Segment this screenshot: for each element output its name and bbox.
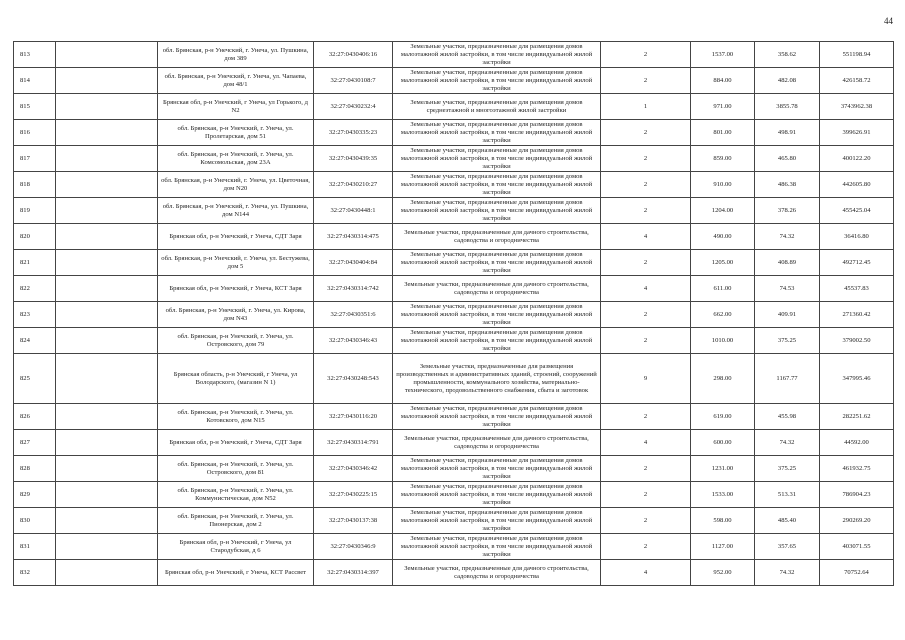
row-number-cell: 819 [14, 198, 56, 224]
land-use-cell: Земельные участки, предназначенные для размещения домов малоэтажной жилой застройки, в том числе индивидуальной жилой застройки [393, 508, 601, 534]
table-row [14, 224, 894, 250]
area-cell: 1127.00 [691, 534, 755, 560]
specific-value-cell: 378.26 [755, 198, 820, 224]
specific-value-cell: 486.38 [755, 172, 820, 198]
empty-cell [56, 42, 158, 68]
empty-cell [56, 508, 158, 534]
cadastral-value-cell: 271360.42 [820, 302, 894, 328]
cadastral-value-cell: 45537.83 [820, 276, 894, 302]
row-number-cell: 828 [14, 456, 56, 482]
land-use-cell: Земельные участки, предназначенные для размещения домов малоэтажной жилой застройки, в том числе индивидуальной жилой застройки [393, 302, 601, 328]
cadastral-value-cell: 455425.04 [820, 198, 894, 224]
cadastral-number-cell: 32:27:0430406:16 [314, 42, 393, 68]
empty-cell [56, 354, 158, 404]
area-cell: 611.00 [691, 276, 755, 302]
land-use-cell: Земельные участки, предназначенные для дачного строительства, садоводства и огородничества [393, 430, 601, 456]
empty-cell [56, 560, 158, 586]
land-use-cell: Земельные участки, предназначенные для размещения домов малоэтажной жилой застройки, в том числе индивидуальной жилой застройки [393, 534, 601, 560]
cadastral-value-cell: 290269.20 [820, 508, 894, 534]
address-cell: обл. Брянская, р-н Унечский, г. Унеча, ул. Бестужева, дом 5 [158, 250, 314, 276]
address-cell: обл. Брянская, р-н Унечский, г. Унеча, ул. Цветочная, дом N20 [158, 172, 314, 198]
row-number-cell: 817 [14, 146, 56, 172]
use-group-cell: 1 [601, 94, 691, 120]
land-use-cell: Земельные участки, предназначенные для размещения домов среднеэтажной и многоэтажной жилой застройки [393, 94, 601, 120]
specific-value-cell: 358.62 [755, 42, 820, 68]
row-number-cell: 813 [14, 42, 56, 68]
use-group-cell: 2 [601, 42, 691, 68]
table-row [14, 534, 894, 560]
cadastral-value-cell: 44592.00 [820, 430, 894, 456]
empty-cell [56, 94, 158, 120]
use-group-cell: 2 [601, 172, 691, 198]
address-cell: обл. Брянская, р-н Унечский, г. Унеча, ул. Пионерская, дом 2 [158, 508, 314, 534]
table-body [14, 42, 894, 586]
land-use-cell: Земельные участки, предназначенные для размещения домов малоэтажной жилой застройки, в том числе индивидуальной жилой застройки [393, 404, 601, 430]
cadastral-number-cell: 32:27:0430351:6 [314, 302, 393, 328]
use-group-cell: 2 [601, 534, 691, 560]
page-number: 44 [884, 16, 893, 26]
use-group-cell: 2 [601, 250, 691, 276]
use-group-cell: 2 [601, 198, 691, 224]
cadastral-number-cell: 32:27:0430335:23 [314, 120, 393, 146]
empty-cell [56, 250, 158, 276]
land-use-cell: Земельные участки, предназначенные для дачного строительства, садоводства и огородничества [393, 276, 601, 302]
row-number-cell: 818 [14, 172, 56, 198]
specific-value-cell: 74.32 [755, 430, 820, 456]
area-cell: 859.00 [691, 146, 755, 172]
specific-value-cell: 375.25 [755, 328, 820, 354]
land-use-cell: Земельные участки, предназначенные для размещения домов малоэтажной жилой застройки, в том числе индивидуальной жилой застройки [393, 120, 601, 146]
table-row [14, 172, 894, 198]
area-cell: 1204.00 [691, 198, 755, 224]
area-cell: 1537.00 [691, 42, 755, 68]
land-use-cell: Земельные участки, предназначенные для размещения домов малоэтажной жилой застройки, в том числе индивидуальной жилой застройки [393, 250, 601, 276]
area-cell: 1010.00 [691, 328, 755, 354]
cadastral-number-cell: 32:27:0430314:742 [314, 276, 393, 302]
area-cell: 971.00 [691, 94, 755, 120]
row-number-cell: 814 [14, 68, 56, 94]
row-number-cell: 823 [14, 302, 56, 328]
table-row [14, 120, 894, 146]
land-use-cell: Земельные участки, предназначенные для размещения домов малоэтажной жилой застройки, в том числе индивидуальной жилой застройки [393, 456, 601, 482]
empty-cell [56, 430, 158, 456]
address-cell: обл. Брянская, р-н Унечский, г. Унеча, ул. Чапаева, дом 48/1 [158, 68, 314, 94]
cadastral-number-cell: 32:27:0430248:543 [314, 354, 393, 404]
specific-value-cell: 513.31 [755, 482, 820, 508]
cadastral-value-cell: 786904.23 [820, 482, 894, 508]
table-row [14, 560, 894, 586]
use-group-cell: 2 [601, 120, 691, 146]
cadastral-number-cell: 32:27:0430346:42 [314, 456, 393, 482]
cadastral-value-cell: 400122.20 [820, 146, 894, 172]
cadastral-number-cell: 32:27:0430404:84 [314, 250, 393, 276]
table-row [14, 198, 894, 224]
empty-cell [56, 68, 158, 94]
area-cell: 1231.00 [691, 456, 755, 482]
table-row [14, 404, 894, 430]
specific-value-cell: 465.80 [755, 146, 820, 172]
row-number-cell: 830 [14, 508, 56, 534]
specific-value-cell: 485.40 [755, 508, 820, 534]
use-group-cell: 2 [601, 508, 691, 534]
land-use-cell: Земельные участки, предназначенные для размещения домов малоэтажной жилой застройки, в том числе индивидуальной жилой застройки [393, 198, 601, 224]
empty-cell [56, 146, 158, 172]
cadastral-number-cell: 32:27:0430346:9 [314, 534, 393, 560]
address-cell: обл. Брянская, р-н Унечский, г. Унеча, ул. Островского, дом 81 [158, 456, 314, 482]
use-group-cell: 4 [601, 560, 691, 586]
cadastral-value-cell: 426158.72 [820, 68, 894, 94]
table-row [14, 508, 894, 534]
address-cell: обл. Брянская, р-н Унечский, г. Унеча, ул. Комсомольская, дом 23А [158, 146, 314, 172]
cadastral-number-cell: 32:27:0430314:397 [314, 560, 393, 586]
table-row [14, 456, 894, 482]
cadastral-value-cell: 70752.64 [820, 560, 894, 586]
table-row [14, 430, 894, 456]
specific-value-cell: 74.53 [755, 276, 820, 302]
cadastral-value-cell: 3743962.38 [820, 94, 894, 120]
area-cell: 1205.00 [691, 250, 755, 276]
address-cell: обл. Брянская, р-н Унечский, г. Унеча, ул. Кирова, дом N43 [158, 302, 314, 328]
area-cell: 801.00 [691, 120, 755, 146]
row-number-cell: 831 [14, 534, 56, 560]
specific-value-cell: 3855.78 [755, 94, 820, 120]
specific-value-cell: 409.91 [755, 302, 820, 328]
empty-cell [56, 172, 158, 198]
area-cell: 598.00 [691, 508, 755, 534]
table-row [14, 250, 894, 276]
table-row [14, 68, 894, 94]
empty-cell [56, 456, 158, 482]
row-number-cell: 822 [14, 276, 56, 302]
table-row [14, 482, 894, 508]
land-use-cell: Земельные участки, предназначенные для размещения домов малоэтажной жилой застройки, в том числе индивидуальной жилой застройки [393, 68, 601, 94]
row-number-cell: 824 [14, 328, 56, 354]
address-cell: Брянская область, р-н Унечский, г Унеча, ул Володарского, (магазин N 1) [158, 354, 314, 404]
row-number-cell: 826 [14, 404, 56, 430]
address-cell: обл. Брянская, р-н Унечский, г. Унеча, ул. Пушкина, дом 389 [158, 42, 314, 68]
specific-value-cell: 357.65 [755, 534, 820, 560]
use-group-cell: 2 [601, 482, 691, 508]
area-cell: 600.00 [691, 430, 755, 456]
address-cell: обл. Брянская, р-н Унечский, г. Унеча, ул. Коммунистическая, дом N52 [158, 482, 314, 508]
cadastral-number-cell: 32:27:0430314:475 [314, 224, 393, 250]
cadastral-value-cell: 551198.94 [820, 42, 894, 68]
use-group-cell: 4 [601, 276, 691, 302]
cadastral-number-cell: 32:27:0430448:1 [314, 198, 393, 224]
row-number-cell: 820 [14, 224, 56, 250]
address-cell: Брянская обл, р-н Унечский, г Унеча, ул Горького, д N2 [158, 94, 314, 120]
use-group-cell: 2 [601, 456, 691, 482]
row-number-cell: 816 [14, 120, 56, 146]
use-group-cell: 9 [601, 354, 691, 404]
address-cell: Брянская обл, р-н Унечский, г Унеча, КСТ Рассвет [158, 560, 314, 586]
area-cell: 490.00 [691, 224, 755, 250]
land-use-cell: Земельные участки, предназначенные для дачного строительства, садоводства и огородничества [393, 560, 601, 586]
land-use-cell: Земельные участки, предназначенные для размещения домов малоэтажной жилой застройки, в том числе индивидуальной жилой застройки [393, 482, 601, 508]
cadastral-number-cell: 32:27:0430116:20 [314, 404, 393, 430]
address-cell: обл. Брянская, р-н Унечский, г. Унеча, ул. Пушкина, дом N144 [158, 198, 314, 224]
address-cell: Брянская обл, р-н Унечский, г Унеча, СДТ Заря [158, 224, 314, 250]
cadastral-value-cell: 461932.75 [820, 456, 894, 482]
cadastral-number-cell: 32:27:0430210:27 [314, 172, 393, 198]
cadastral-number-cell: 32:27:0430346:43 [314, 328, 393, 354]
use-group-cell: 2 [601, 404, 691, 430]
cadastral-number-cell: 32:27:0430232:4 [314, 94, 393, 120]
area-cell: 298.00 [691, 354, 755, 404]
land-use-cell: Земельные участки, предназначенные для размещения домов малоэтажной жилой застройки, в том числе индивидуальной жилой застройки [393, 172, 601, 198]
specific-value-cell: 74.32 [755, 560, 820, 586]
use-group-cell: 4 [601, 430, 691, 456]
specific-value-cell: 455.98 [755, 404, 820, 430]
cadastral-value-cell: 399626.91 [820, 120, 894, 146]
table-row [14, 42, 894, 68]
address-cell: Брянская обл, р-н Унечский, г Унеча, СДТ Заря [158, 430, 314, 456]
land-use-cell: Земельные участки, предназначенные для размещения домов малоэтажной жилой застройки, в том числе индивидуальной жилой застройки [393, 328, 601, 354]
cadastral-value-cell: 379002.50 [820, 328, 894, 354]
land-use-cell: Земельные участки, предназначенные для размещения домов малоэтажной жилой застройки, в том числе индивидуальной жилой застройки [393, 42, 601, 68]
cadastral-value-cell: 347995.46 [820, 354, 894, 404]
use-group-cell: 4 [601, 224, 691, 250]
table-row [14, 94, 894, 120]
table-row [14, 354, 894, 404]
row-number-cell: 821 [14, 250, 56, 276]
use-group-cell: 2 [601, 146, 691, 172]
cadastral-number-cell: 32:27:0430439:35 [314, 146, 393, 172]
cadastral-value-cell: 442605.80 [820, 172, 894, 198]
empty-cell [56, 276, 158, 302]
area-cell: 910.00 [691, 172, 755, 198]
empty-cell [56, 328, 158, 354]
area-cell: 1533.00 [691, 482, 755, 508]
table-row [14, 276, 894, 302]
empty-cell [56, 534, 158, 560]
row-number-cell: 825 [14, 354, 56, 404]
table-row [14, 302, 894, 328]
address-cell: обл. Брянская, р-н Унечский, г. Унеча, ул. Котовского, дом N15 [158, 404, 314, 430]
empty-cell [56, 482, 158, 508]
table-row [14, 146, 894, 172]
area-cell: 952.00 [691, 560, 755, 586]
area-cell: 884.00 [691, 68, 755, 94]
specific-value-cell: 1167.77 [755, 354, 820, 404]
specific-value-cell: 74.32 [755, 224, 820, 250]
address-cell: Брянская обл, р-н Унечский, г Унеча, ул Стародубская, д 6 [158, 534, 314, 560]
land-registry-table [13, 41, 894, 586]
row-number-cell: 832 [14, 560, 56, 586]
area-cell: 662.00 [691, 302, 755, 328]
address-cell: обл. Брянская, р-н Унечский, г. Унеча, ул. Островского, дом 79 [158, 328, 314, 354]
land-use-cell: Земельные участки, предназначенные для дачного строительства, садоводства и огородничества [393, 224, 601, 250]
address-cell: обл. Брянская, р-н Унечский, г. Унеча, ул. Пролетарская, дом 51 [158, 120, 314, 146]
specific-value-cell: 482.08 [755, 68, 820, 94]
empty-cell [56, 404, 158, 430]
cadastral-value-cell: 403071.55 [820, 534, 894, 560]
table-row [14, 328, 894, 354]
row-number-cell: 829 [14, 482, 56, 508]
row-number-cell: 827 [14, 430, 56, 456]
use-group-cell: 2 [601, 302, 691, 328]
land-use-cell: Земельные участки, предназначенные для размещения домов малоэтажной жилой застройки, в том числе индивидуальной жилой застройки [393, 146, 601, 172]
empty-cell [56, 198, 158, 224]
address-cell: Брянская обл, р-н Унечский, г Унеча, КСТ Заря [158, 276, 314, 302]
land-use-cell: Земельные участки, предназначенные для размещения производственных и административных зданий, строений, сооружений промышленности, коммунального хозяйства, материально-технического, продовольственного снабжения, сбыта и заготовок [393, 354, 601, 404]
cadastral-value-cell: 36416.80 [820, 224, 894, 250]
specific-value-cell: 498.91 [755, 120, 820, 146]
empty-cell [56, 224, 158, 250]
cadastral-value-cell: 492712.45 [820, 250, 894, 276]
use-group-cell: 2 [601, 328, 691, 354]
empty-cell [56, 302, 158, 328]
cadastral-number-cell: 32:27:0430108:7 [314, 68, 393, 94]
row-number-cell: 815 [14, 94, 56, 120]
specific-value-cell: 375.25 [755, 456, 820, 482]
specific-value-cell: 408.89 [755, 250, 820, 276]
cadastral-number-cell: 32:27:0430137:38 [314, 508, 393, 534]
empty-cell [56, 120, 158, 146]
cadastral-number-cell: 32:27:0430314:791 [314, 430, 393, 456]
cadastral-value-cell: 282251.62 [820, 404, 894, 430]
use-group-cell: 2 [601, 68, 691, 94]
area-cell: 619.00 [691, 404, 755, 430]
cadastral-number-cell: 32:27:0430225:15 [314, 482, 393, 508]
